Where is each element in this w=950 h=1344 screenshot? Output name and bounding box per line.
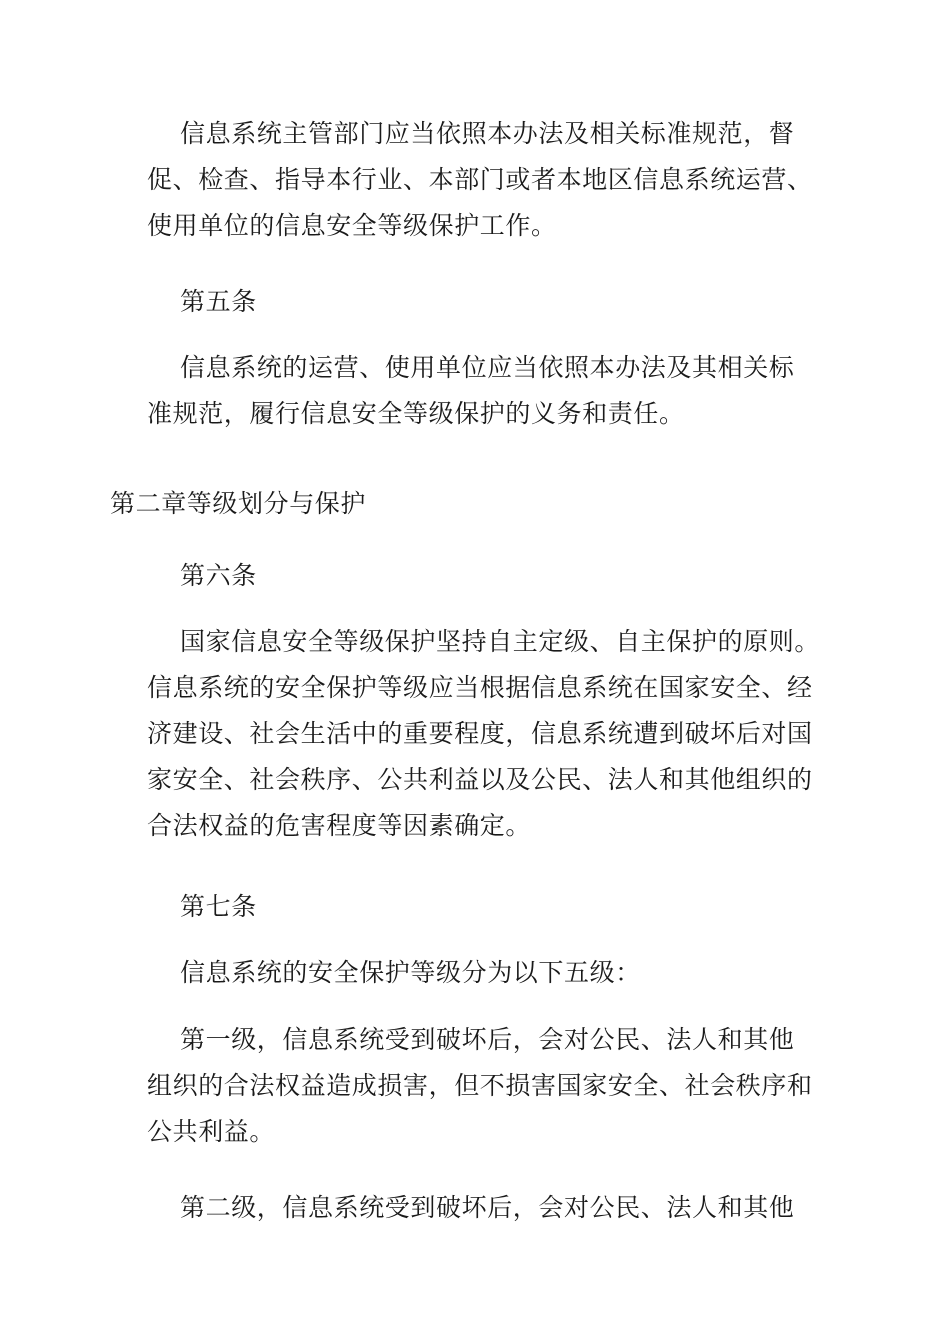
article-title-text: 第五条 xyxy=(180,287,257,316)
paragraph-five-levels xyxy=(147,950,827,996)
text-line: 准规范，履行信息安全等级保护的义务和责任。 xyxy=(147,399,685,428)
article-6-title xyxy=(147,553,827,599)
text-line: 信息系统的运营、使用单位应当依照本办法及其相关标 xyxy=(180,353,795,382)
text-line: 促、检查、指导本行业、本部门或者本地区信息系统运营、 xyxy=(147,165,813,194)
text-line: 公共利益。 xyxy=(147,1117,276,1146)
text-line: 组织的合法权益造成损害，但不损害国家安全、社会秩序和 xyxy=(147,1071,813,1100)
paragraph-supervision xyxy=(147,111,827,249)
text-line: 第一级，信息系统受到破坏后，会对公民、法人和其他 xyxy=(180,1025,795,1054)
text-line: 信息系统的安全保护等级分为以下五级： xyxy=(180,958,641,987)
chapter-2-heading: 第二章等级划分与保护 xyxy=(110,489,367,518)
paragraph-level-2 xyxy=(147,1185,827,1231)
text-line: 信息系统的安全保护等级应当根据信息系统在国家安全、经 xyxy=(147,673,813,702)
article-title-text: 第七条 xyxy=(180,892,257,921)
text-line: 合法权益的危害程度等因素确定。 xyxy=(147,811,532,840)
text-line: 家安全、社会秩序、公共利益以及公民、法人和其他组织的 xyxy=(147,765,813,794)
text-line: 使用单位的信息安全等级保护工作。 xyxy=(147,211,557,240)
article-5-title xyxy=(147,279,827,325)
article-7-title xyxy=(147,884,827,930)
text-line: 信息系统主管部门应当依照本办法及相关标准规范，督 xyxy=(180,119,795,148)
paragraph-level-1 xyxy=(147,1017,827,1155)
text-line: 第二级，信息系统受到破坏后，会对公民、法人和其他 xyxy=(180,1193,795,1222)
paragraph-operator-duty xyxy=(147,345,827,437)
paragraph-grading-principle xyxy=(147,619,827,849)
article-title-text: 第六条 xyxy=(180,561,257,590)
text-line: 济建设、社会生活中的重要程度，信息系统遭到破坏后对国 xyxy=(147,719,813,748)
text-line: 国家信息安全等级保护坚持自主定级、自主保护的原则。 xyxy=(180,627,821,656)
